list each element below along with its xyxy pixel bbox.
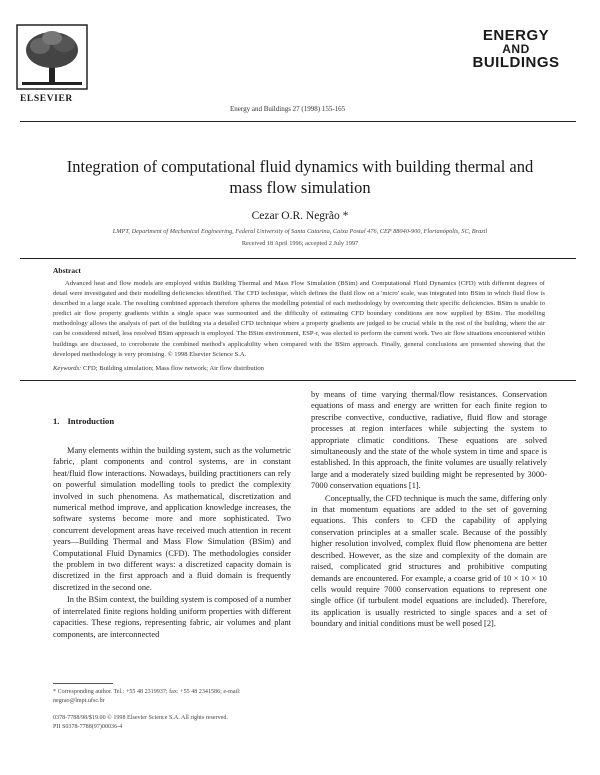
keywords-label: Keywords:	[53, 365, 82, 372]
left-column	[53, 445, 291, 640]
left-paragraph-2: In the BSim context, the building system is composed of a number of interrelated finite regions holding uniform properties with different capacities. These regions, representing fabric, air volumes and plant components, are interconnected	[53, 595, 291, 639]
abstract-text: Advanced heat and flow models are employed within Building Thermal and Mass Flow Simulation (BSim) and Computational Fluid Dynamics (CFD) with different degrees of detail were investigated and their modelling deficiencies identified. The CFD technique, which defines the fluid flow on a 'micro' scale, was integrated into BSim in which fluid flow is described in a large scale. The resulting combined approach therefore spheres the modelling potential of each methodology by overcoming their specific deficiencies. BSim is unable to predict air flow property gradients within a single space was surmounted and the difficulty of estimating CFD boundary conditions are now supplied by BSim. The modelling methodology allows the analysis of part of the building via a detailed CFD technique where a property gradients are judged to be crucial while in the rest of the building, where the air can be considered mixed, less resolved BSim approach is employed. The BSim environment, ESP-r, was elected to perform the current work. Two air flow situations encountered within buildings are discussed, to corroborate the combined method's applicability when compared with the BSim approach. Finally, general conclusions are presented showing that the developed methodology is very promising. © 1998 Elsevier Science S.A.	[53, 280, 545, 358]
publisher-name: ELSEVIER	[20, 94, 73, 104]
journal-title-line-2: AND	[502, 42, 530, 56]
copyright-block	[53, 714, 291, 732]
abstract-heading: Abstract	[53, 266, 81, 275]
article-title: Integration of computational fluid dynamics with building thermal and mass flow simulation	[66, 157, 534, 197]
section-number: 1.	[53, 416, 60, 426]
article-author: Cezar O.R. Negrão *	[251, 210, 349, 222]
keywords-text: CFD; Building simulation; Mass flow network; Air flow distribution	[82, 365, 264, 372]
journal-title-logo	[464, 28, 568, 70]
section-title: Introduction	[67, 416, 115, 426]
right-column	[311, 389, 547, 630]
journal-title-line-1: ENERGY	[482, 27, 550, 44]
received-dates: Received 18 April 1996; accepted 2 July 1997	[241, 240, 359, 247]
journal-reference: Energy and Buildings 27 (1998) 155-165	[230, 105, 346, 113]
abstract-top-rule	[20, 258, 576, 259]
journal-title-line-3: BUILDINGS	[472, 54, 560, 71]
section-heading	[53, 416, 114, 426]
elsevier-tree-logo	[16, 24, 88, 90]
left-paragraph-1: Many elements within the building system, such as the volumetric fabric, plant components and control systems, are in constant heat/fluid flow interactions. Nowadays, building practitioners can rely on powerful simulation modelling tools to predict the complexity involved in such phenomena. As mathematical, discretization and numerical method improve, and application knowledge increases, the software systems become more and more sophisticated. Two concurrent development areas have received much attention in recent years—Building Thermal and Mass Flow Simulation (BSim) and Computational Fluid Dynamics (CFD). The methodologies consider the problem in two different ways: a discretized capacity domain is discretized in the first approach and a fluid domain is frequently discretized in the second one.	[53, 446, 291, 592]
copyright-line-2: PII S0378-7788(97)00036-4	[53, 724, 123, 730]
right-paragraph-2: Conceptually, the CFD technique is much the same, differing only in that momentum equations are added to the set of governing equations. This confers to CFD the capability of applying conservation principles at a smaller scale. Because of the possibly higher resolution involved, complex fluid flow phenomena are better described. However, as the size and complexity of the domain are raised, complicated grid structures and prohibitive computing demands are encountered. For example, a coarse grid of 10 × 10 × 10 cells would require 7000 conservation equations to represent one single office (if turbulent model equations are included). Therefore, its application is usually restricted to single spaces and a set of boundary and initial conditions must be well posed [2].	[311, 493, 547, 629]
abstract-bottom-rule	[20, 380, 576, 381]
author-footnote: * Corresponding author. Tel.: +55 48 2319937; fax: +55 48 2341586; e-mail: negrao@lmpt.ufsc.br	[53, 689, 241, 704]
author-affiliation: LMPT, Department of Mechanical Engineering, Federal University of Santa Catarina, Caixa Postal 476, CEP 88040-900, Florianópolis, SC, Brazil	[112, 228, 488, 235]
footnote-rule	[53, 683, 113, 684]
header-rule	[20, 121, 576, 122]
keywords-line	[53, 365, 545, 372]
right-paragraph-1: by means of time varying thermal/flow resistances. Conservation equations of mass and energy are written for each finite region to prescribe convective, conductive, radiative, fluid flow and storage processes at region interfaces while subjecting the system to appropriate climatic conditions. These equations are solved simultaneously and the state of the whole system in time and space is established. In this approach, the finite volumes are usually relatively large and a moderately sized building might be represented by 3000-7000 conservation equations [1].	[311, 390, 547, 491]
copyright-line-1: 0378-7788/98/$19.00 © 1998 Elsevier Science S.A. All rights reserved.	[53, 715, 228, 721]
